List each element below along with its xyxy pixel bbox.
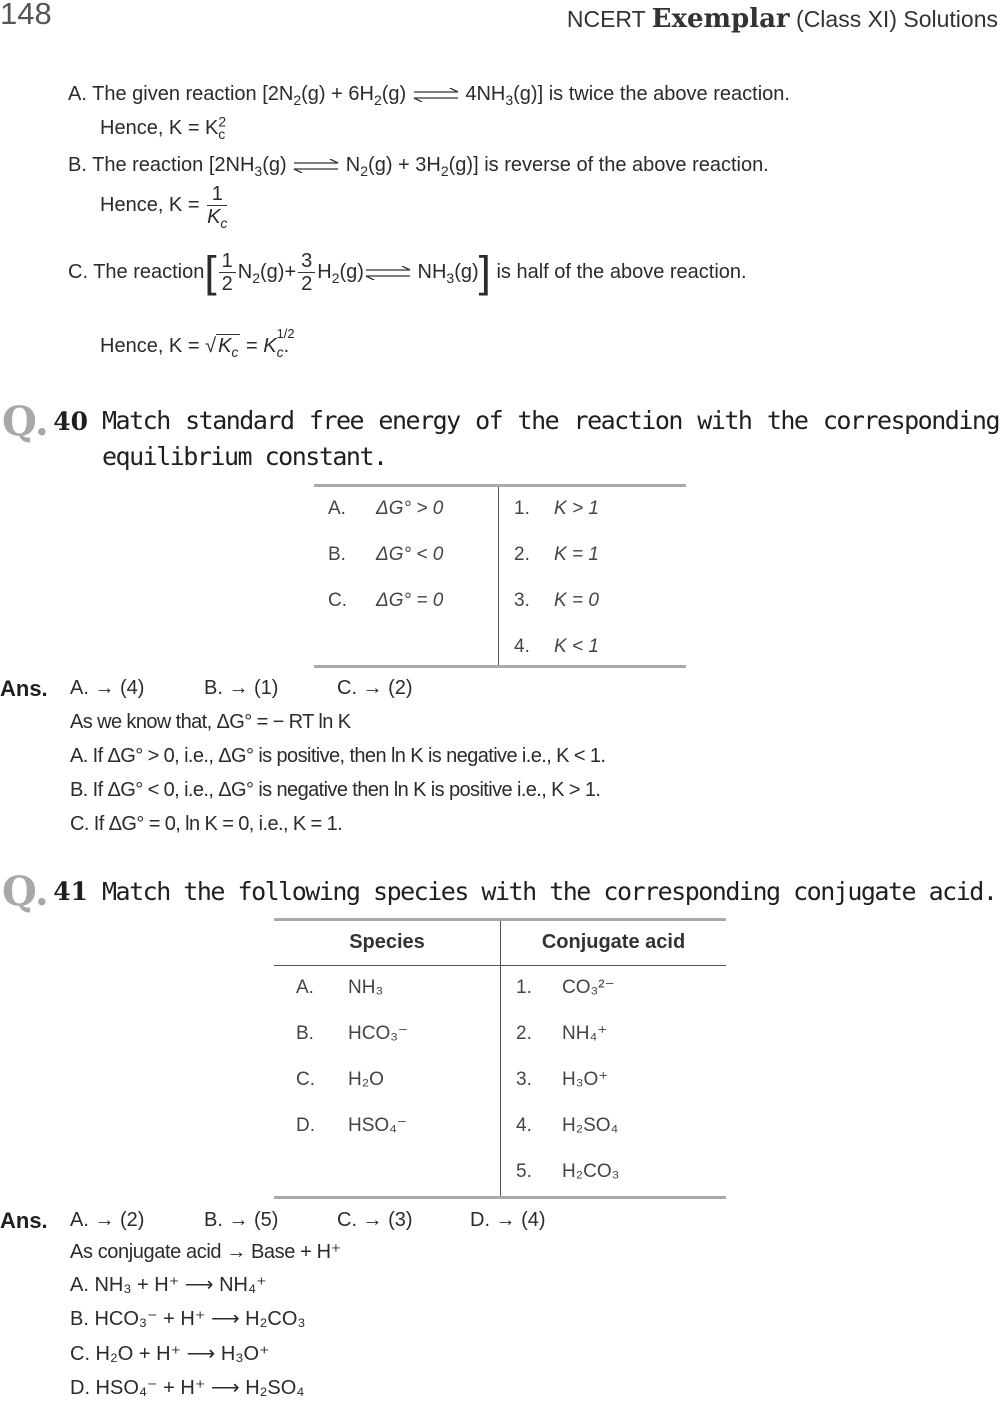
table-divider — [500, 921, 501, 1196]
equilibrium-arrow-icon — [292, 159, 340, 173]
row-label: 2. — [514, 544, 530, 565]
row-value: H₂CO₃ — [562, 1161, 620, 1182]
fraction-denominator: 2 — [221, 273, 233, 295]
bracket-open: [ — [204, 247, 217, 297]
species-h: H — [317, 260, 332, 283]
col-header-species: Species — [349, 931, 425, 953]
ans-item: B. → (5) — [204, 1209, 279, 1231]
row-label: 3. — [516, 1069, 532, 1090]
q41-exp-line: As conjugate acid → Base + H⁺ — [70, 1241, 341, 1263]
q40-exp-line: A. If ΔG° > 0, i.e., ΔG° is positive, then ln K is negative i.e., K < 1. — [70, 745, 606, 767]
sub: 3 — [505, 92, 514, 108]
row-value: H₂SO₄ — [562, 1115, 619, 1136]
row-label: D. — [296, 1115, 315, 1136]
q40-exp-line: B. If ΔG° < 0, i.e., ΔG° is negative then ln K is positive i.e., K > 1. — [70, 779, 601, 801]
fraction-numerator: 1 — [219, 250, 236, 273]
cont-c-text: is half of the above reaction. — [496, 260, 747, 283]
sub: 2 — [331, 269, 340, 286]
row-value: H₃O⁺ — [562, 1069, 609, 1090]
cont-a-text: (g) — [381, 83, 407, 105]
table-row — [296, 1104, 496, 1150]
q40-text-line2: equilibrium constant. — [102, 442, 387, 471]
col-header-conjugate-acid: Conjugate acid — [541, 931, 686, 953]
phase: (g) — [259, 260, 285, 283]
equilibrium-arrow-icon — [412, 88, 460, 102]
q40-exp-line: As we know that, ΔG° = − RT ln K — [70, 711, 351, 733]
sup: 2 — [218, 113, 227, 130]
cont-item-c — [68, 247, 747, 297]
header-ncert: NCERT — [566, 6, 646, 32]
period: . — [283, 335, 290, 357]
sub: 2 — [440, 163, 449, 179]
row-value: K = 1 — [554, 544, 599, 565]
row-value: NH₃ — [348, 977, 384, 998]
cont-a-text: 4NH — [465, 83, 506, 105]
row-label: C. — [296, 1069, 315, 1090]
k: K — [218, 335, 232, 357]
row-label: 4. — [516, 1115, 532, 1136]
ans-item: A. → (2) — [70, 1209, 145, 1231]
table-row — [516, 966, 716, 1012]
sqrt-kc — [205, 334, 240, 358]
row-value: NH₄⁺ — [562, 1023, 608, 1044]
question-number: 40 — [53, 407, 89, 436]
table-row — [516, 1058, 716, 1104]
sub: 2 — [360, 163, 369, 179]
k: K — [263, 335, 277, 357]
row-value: ΔG° = 0 — [376, 590, 444, 611]
row-label: 4. — [514, 636, 530, 657]
row-label: A. — [296, 977, 314, 998]
q41-text: Match the following species with the corresponding conjugate acid. — [102, 877, 997, 906]
table-row — [514, 625, 684, 671]
table-row — [516, 1104, 716, 1150]
sup: 1/2 — [276, 326, 295, 342]
row-value: CO₃²⁻ — [562, 977, 615, 998]
fraction-denominator — [207, 206, 228, 231]
ans-label: Ans. — [0, 676, 48, 701]
fraction — [207, 183, 228, 231]
question-number: 41 — [53, 877, 89, 906]
question-q-mark: Q. — [2, 868, 49, 915]
q40-heading — [2, 398, 88, 445]
row-value: ΔG° > 0 — [376, 498, 444, 519]
species-nh: NH — [417, 260, 447, 283]
row-label: 5. — [516, 1161, 532, 1182]
fraction-denominator: 2 — [301, 273, 313, 295]
cont-b-text: N — [345, 154, 361, 176]
row-label: C. — [328, 590, 347, 611]
row-label: 1. — [516, 977, 532, 998]
plus: + — [284, 260, 297, 283]
cont-item-b — [68, 153, 769, 177]
ans-item: C. → (3) — [337, 1209, 413, 1231]
cont-a-text: (g)] is twice the above reaction. — [513, 83, 790, 105]
q40-answer — [0, 676, 48, 702]
table-row — [328, 533, 498, 579]
cont-c-hence — [100, 326, 295, 360]
page-number: 148 — [0, 0, 52, 31]
row-value: HCO₃⁻ — [348, 1023, 408, 1044]
q41-heading — [2, 868, 88, 915]
q41-exp-line: B. HCO₃⁻ + H⁺ ⟶ H₂CO₃ — [70, 1308, 306, 1330]
sqrt-body — [216, 334, 240, 360]
row-value: H₂O — [348, 1069, 384, 1090]
q41-left-col — [296, 966, 496, 1150]
row-label: 3. — [514, 590, 530, 611]
cont-a-hence — [100, 113, 227, 142]
running-header — [567, 4, 998, 34]
sub: c — [276, 344, 284, 360]
q41-answer-items — [70, 1208, 546, 1232]
row-value: K < 1 — [554, 636, 599, 657]
cont-c-hence-text: Hence, K = — [100, 335, 200, 357]
sub: 2 — [293, 92, 302, 108]
table-row — [514, 487, 684, 533]
fraction-numerator: 3 — [298, 250, 315, 273]
header-class-info: (Class XI) Solutions — [796, 6, 998, 32]
row-value: HSO₄⁻ — [348, 1115, 407, 1136]
phase: (g) — [454, 260, 479, 283]
table-row — [328, 487, 498, 533]
cont-a-text: The given reaction [2N — [92, 83, 294, 105]
q40-exp-line: C. If ΔG° = 0, ln K = 0, i.e., K = 1. — [70, 813, 343, 835]
cont-b-text: (g)] is reverse of the above reaction. — [448, 154, 769, 176]
ans-item: A. → (4) — [70, 677, 145, 699]
fraction-numerator: 1 — [207, 183, 227, 206]
table-row — [514, 533, 684, 579]
table-row — [296, 966, 496, 1012]
table-row — [296, 1012, 496, 1058]
table-row — [328, 579, 498, 625]
bracket-close: ] — [478, 247, 491, 297]
species-n: N — [237, 260, 253, 283]
row-label: B. — [328, 544, 346, 565]
q41-answer — [0, 1208, 48, 1234]
q40-match-table — [314, 484, 686, 668]
cont-c-label: C. — [68, 260, 88, 283]
cont-item-a — [68, 82, 790, 106]
sub: c — [220, 215, 228, 231]
sub: c — [231, 344, 239, 360]
cont-a-label: A. — [68, 83, 87, 105]
question-q-mark: Q. — [2, 398, 49, 445]
sub: 2 — [252, 269, 260, 286]
q40-answer-items — [70, 676, 413, 700]
cont-b-text: The reaction [2NH — [92, 154, 255, 176]
table-row — [516, 1150, 716, 1196]
ans-item: D. → (4) — [470, 1209, 546, 1231]
fraction — [219, 250, 236, 295]
q41-exp-line: C. H₂O + H⁺ ⟶ H₃O⁺ — [70, 1343, 270, 1365]
header-exemplar: Exemplar — [651, 4, 790, 34]
sub: 3 — [254, 163, 263, 179]
q41-right-col — [516, 966, 716, 1196]
phase: (g) — [339, 260, 364, 283]
ans-item: B. → (1) — [204, 677, 279, 699]
cont-a-hence-text: Hence, K = K — [100, 117, 219, 139]
q41-exp-line: A. NH₃ + H⁺ ⟶ NH₄⁺ — [70, 1274, 267, 1296]
equilibrium-arrow-icon — [364, 266, 412, 280]
row-value: ΔG° < 0 — [376, 544, 444, 565]
q40-right-col — [514, 487, 684, 671]
cont-b-text: (g) — [262, 154, 287, 176]
row-label: 2. — [516, 1023, 532, 1044]
cont-b-hence-text: Hence, K = — [100, 193, 200, 216]
denominator-k: K — [207, 206, 221, 228]
q41-exp-line: D. HSO₄⁻ + H⁺ ⟶ H₂SO₄ — [70, 1377, 305, 1399]
sub: 2 — [373, 92, 382, 108]
cont-b-label: B. — [68, 154, 87, 176]
fraction — [298, 250, 315, 295]
cont-c-text: The reaction — [93, 260, 205, 283]
cont-b-hence — [100, 183, 229, 231]
cont-b-text: (g) + 3H — [368, 154, 441, 176]
row-value: K = 0 — [554, 590, 599, 611]
q41-match-table — [274, 918, 726, 1199]
table-divider — [498, 487, 499, 665]
ans-item: C. → (2) — [337, 677, 413, 699]
table-row — [514, 579, 684, 625]
table-row — [516, 1012, 716, 1058]
table-row — [296, 1058, 496, 1104]
row-label: A. — [328, 498, 346, 519]
row-label: 1. — [514, 498, 530, 519]
equals: = — [245, 335, 258, 357]
q40-left-col — [328, 487, 498, 625]
sqrt-sign: √ — [205, 335, 217, 357]
q40-text-line1: Match standard free energy of the reaction with the corresponding — [102, 406, 999, 435]
row-label: B. — [296, 1023, 314, 1044]
ans-label: Ans. — [0, 1208, 48, 1233]
sub: 3 — [446, 269, 455, 286]
sub: c — [218, 126, 226, 142]
cont-a-text: (g) + 6H — [301, 83, 374, 105]
row-value: K > 1 — [554, 498, 599, 519]
